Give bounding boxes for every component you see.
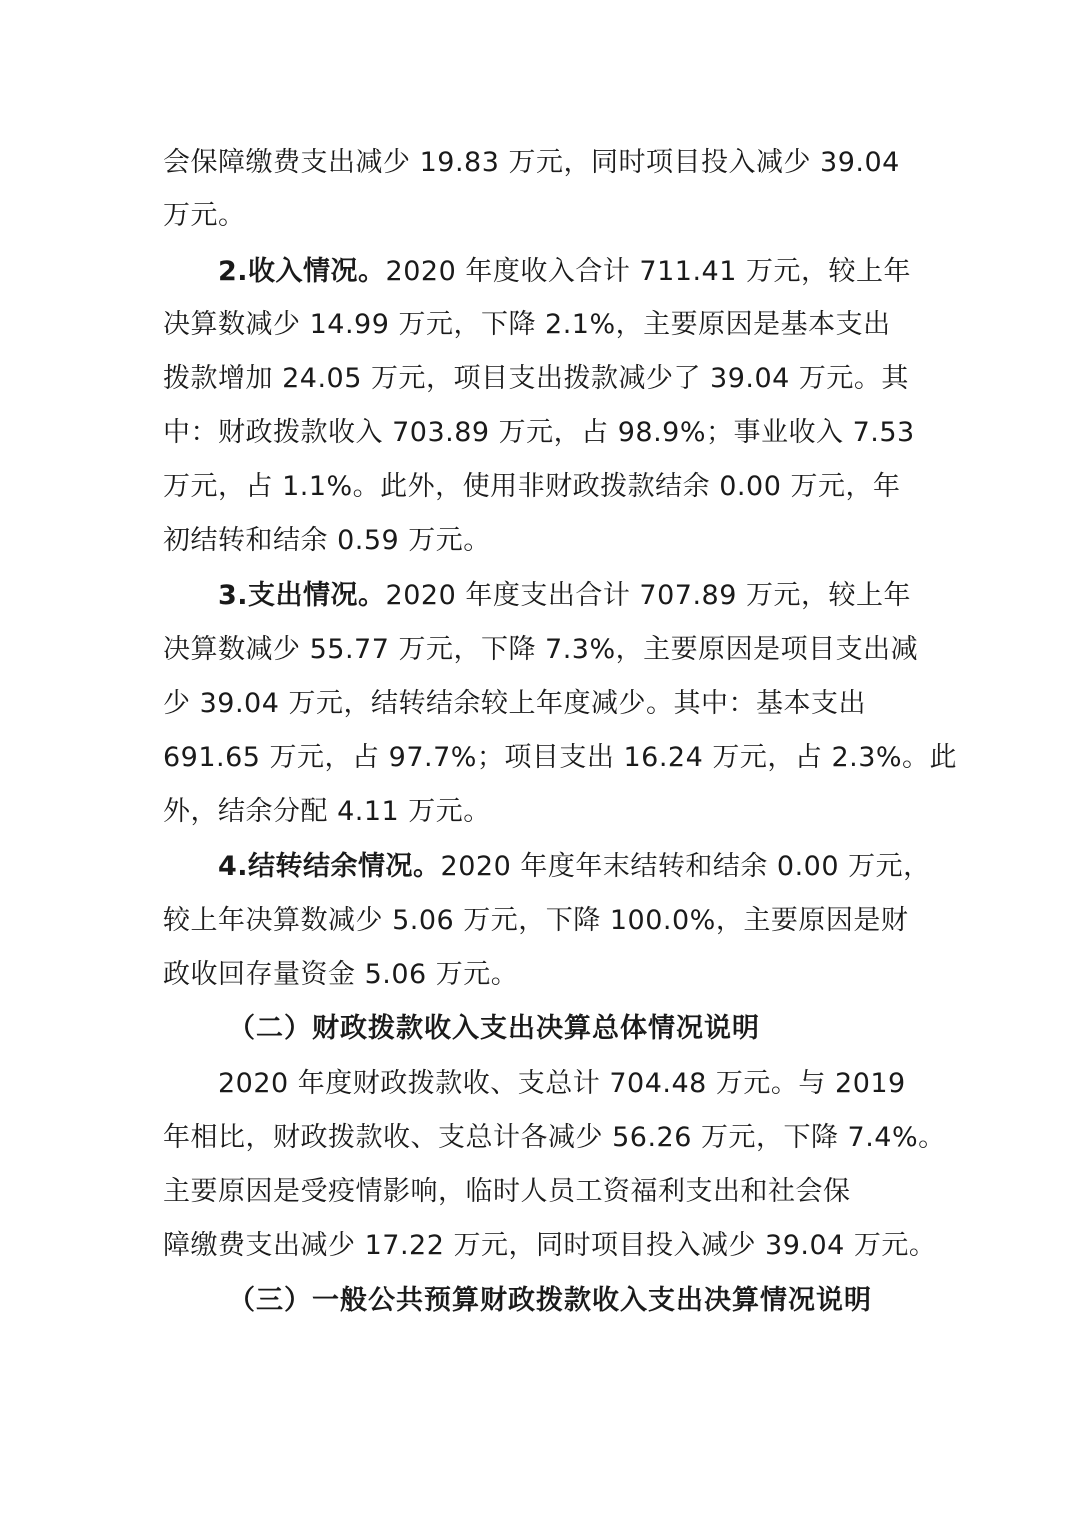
line-text: 2020 年度收入合计 711.41 万元，较上年 xyxy=(385,256,911,287)
paragraph-line xyxy=(218,1064,906,1104)
section-lead: 2.收入情况。 xyxy=(218,256,386,287)
paragraph-line xyxy=(163,684,866,724)
paragraph-line xyxy=(163,792,491,832)
line-text: 2020 年度年末结转和结余 0.00 万元， xyxy=(440,851,931,882)
section-lead: 3.支出情况。 xyxy=(218,580,386,611)
line-text: 万元，占 1.1%。此外，使用非财政拨款结余 0.00 万元，年 xyxy=(163,471,901,502)
paragraph-line xyxy=(163,467,900,507)
line-text: 决算数减少 55.77 万元，下降 7.3%，主要原因是项目支出减 xyxy=(163,634,919,665)
line-text: 年相比，财政拨款收、支总计各减少 56.26 万元，下降 7.4%。 xyxy=(163,1122,946,1153)
line-text: 691.65 万元，占 97.7%；项目支出 16.24 万元，占 2.3%。此 xyxy=(163,742,958,773)
heading-text: （三）一般公共预算财政拨款收入支出决算情况说明 xyxy=(228,1285,872,1316)
section-heading xyxy=(228,1009,760,1049)
line-text: 2020 年度支出合计 707.89 万元，较上年 xyxy=(385,580,911,611)
line-text: 决算数减少 14.99 万元，下降 2.1%，主要原因是基本支出 xyxy=(163,309,891,340)
paragraph-line xyxy=(163,413,915,453)
paragraph-line xyxy=(163,196,246,236)
paragraph-line xyxy=(163,521,491,561)
paragraph-line xyxy=(163,630,918,670)
section-heading xyxy=(228,1281,872,1321)
paragraph-line xyxy=(218,252,911,292)
paragraph-line xyxy=(163,1118,946,1158)
paragraph-line xyxy=(163,359,909,399)
line-text: 政收回存量资金 5.06 万元。 xyxy=(163,959,519,990)
paragraph-line xyxy=(163,1172,851,1212)
line-text: 会保障缴费支出减少 19.83 万元，同时项目投入减少 39.04 xyxy=(163,147,900,178)
line-text: 主要原因是受疫情影响，临时人员工资福利支出和社会保 xyxy=(163,1176,851,1207)
heading-text: （二）财政拨款收入支出决算总体情况说明 xyxy=(228,1013,760,1044)
line-text: 万元。 xyxy=(163,200,246,231)
line-text: 初结转和结余 0.59 万元。 xyxy=(163,525,491,556)
paragraph-line xyxy=(163,1226,936,1266)
line-text: 障缴费支出减少 17.22 万元，同时项目投入减少 39.04 万元。 xyxy=(163,1230,937,1261)
line-text: 2020 年度财政拨款收、支总计 704.48 万元。与 2019 xyxy=(218,1068,906,1099)
paragraph-line xyxy=(163,901,908,941)
line-text: 中：财政拨款收入 703.89 万元，占 98.9%；事业收入 7.53 xyxy=(163,417,915,448)
section-lead: 4.结转结余情况。 xyxy=(218,851,441,882)
paragraph-line xyxy=(163,955,518,995)
paragraph-line xyxy=(163,738,957,778)
paragraph-line xyxy=(163,143,900,183)
line-text: 拨款增加 24.05 万元，项目支出拨款减少了 39.04 万元。其 xyxy=(163,363,909,394)
line-text: 较上年决算数减少 5.06 万元，下降 100.0%，主要原因是财 xyxy=(163,905,909,936)
paragraph-line xyxy=(218,847,931,887)
line-text: 外，结余分配 4.11 万元。 xyxy=(163,796,491,827)
line-text: 少 39.04 万元，结转结余较上年度减少。其中：基本支出 xyxy=(163,688,866,719)
paragraph-line xyxy=(163,305,891,345)
paragraph-line xyxy=(218,576,911,616)
